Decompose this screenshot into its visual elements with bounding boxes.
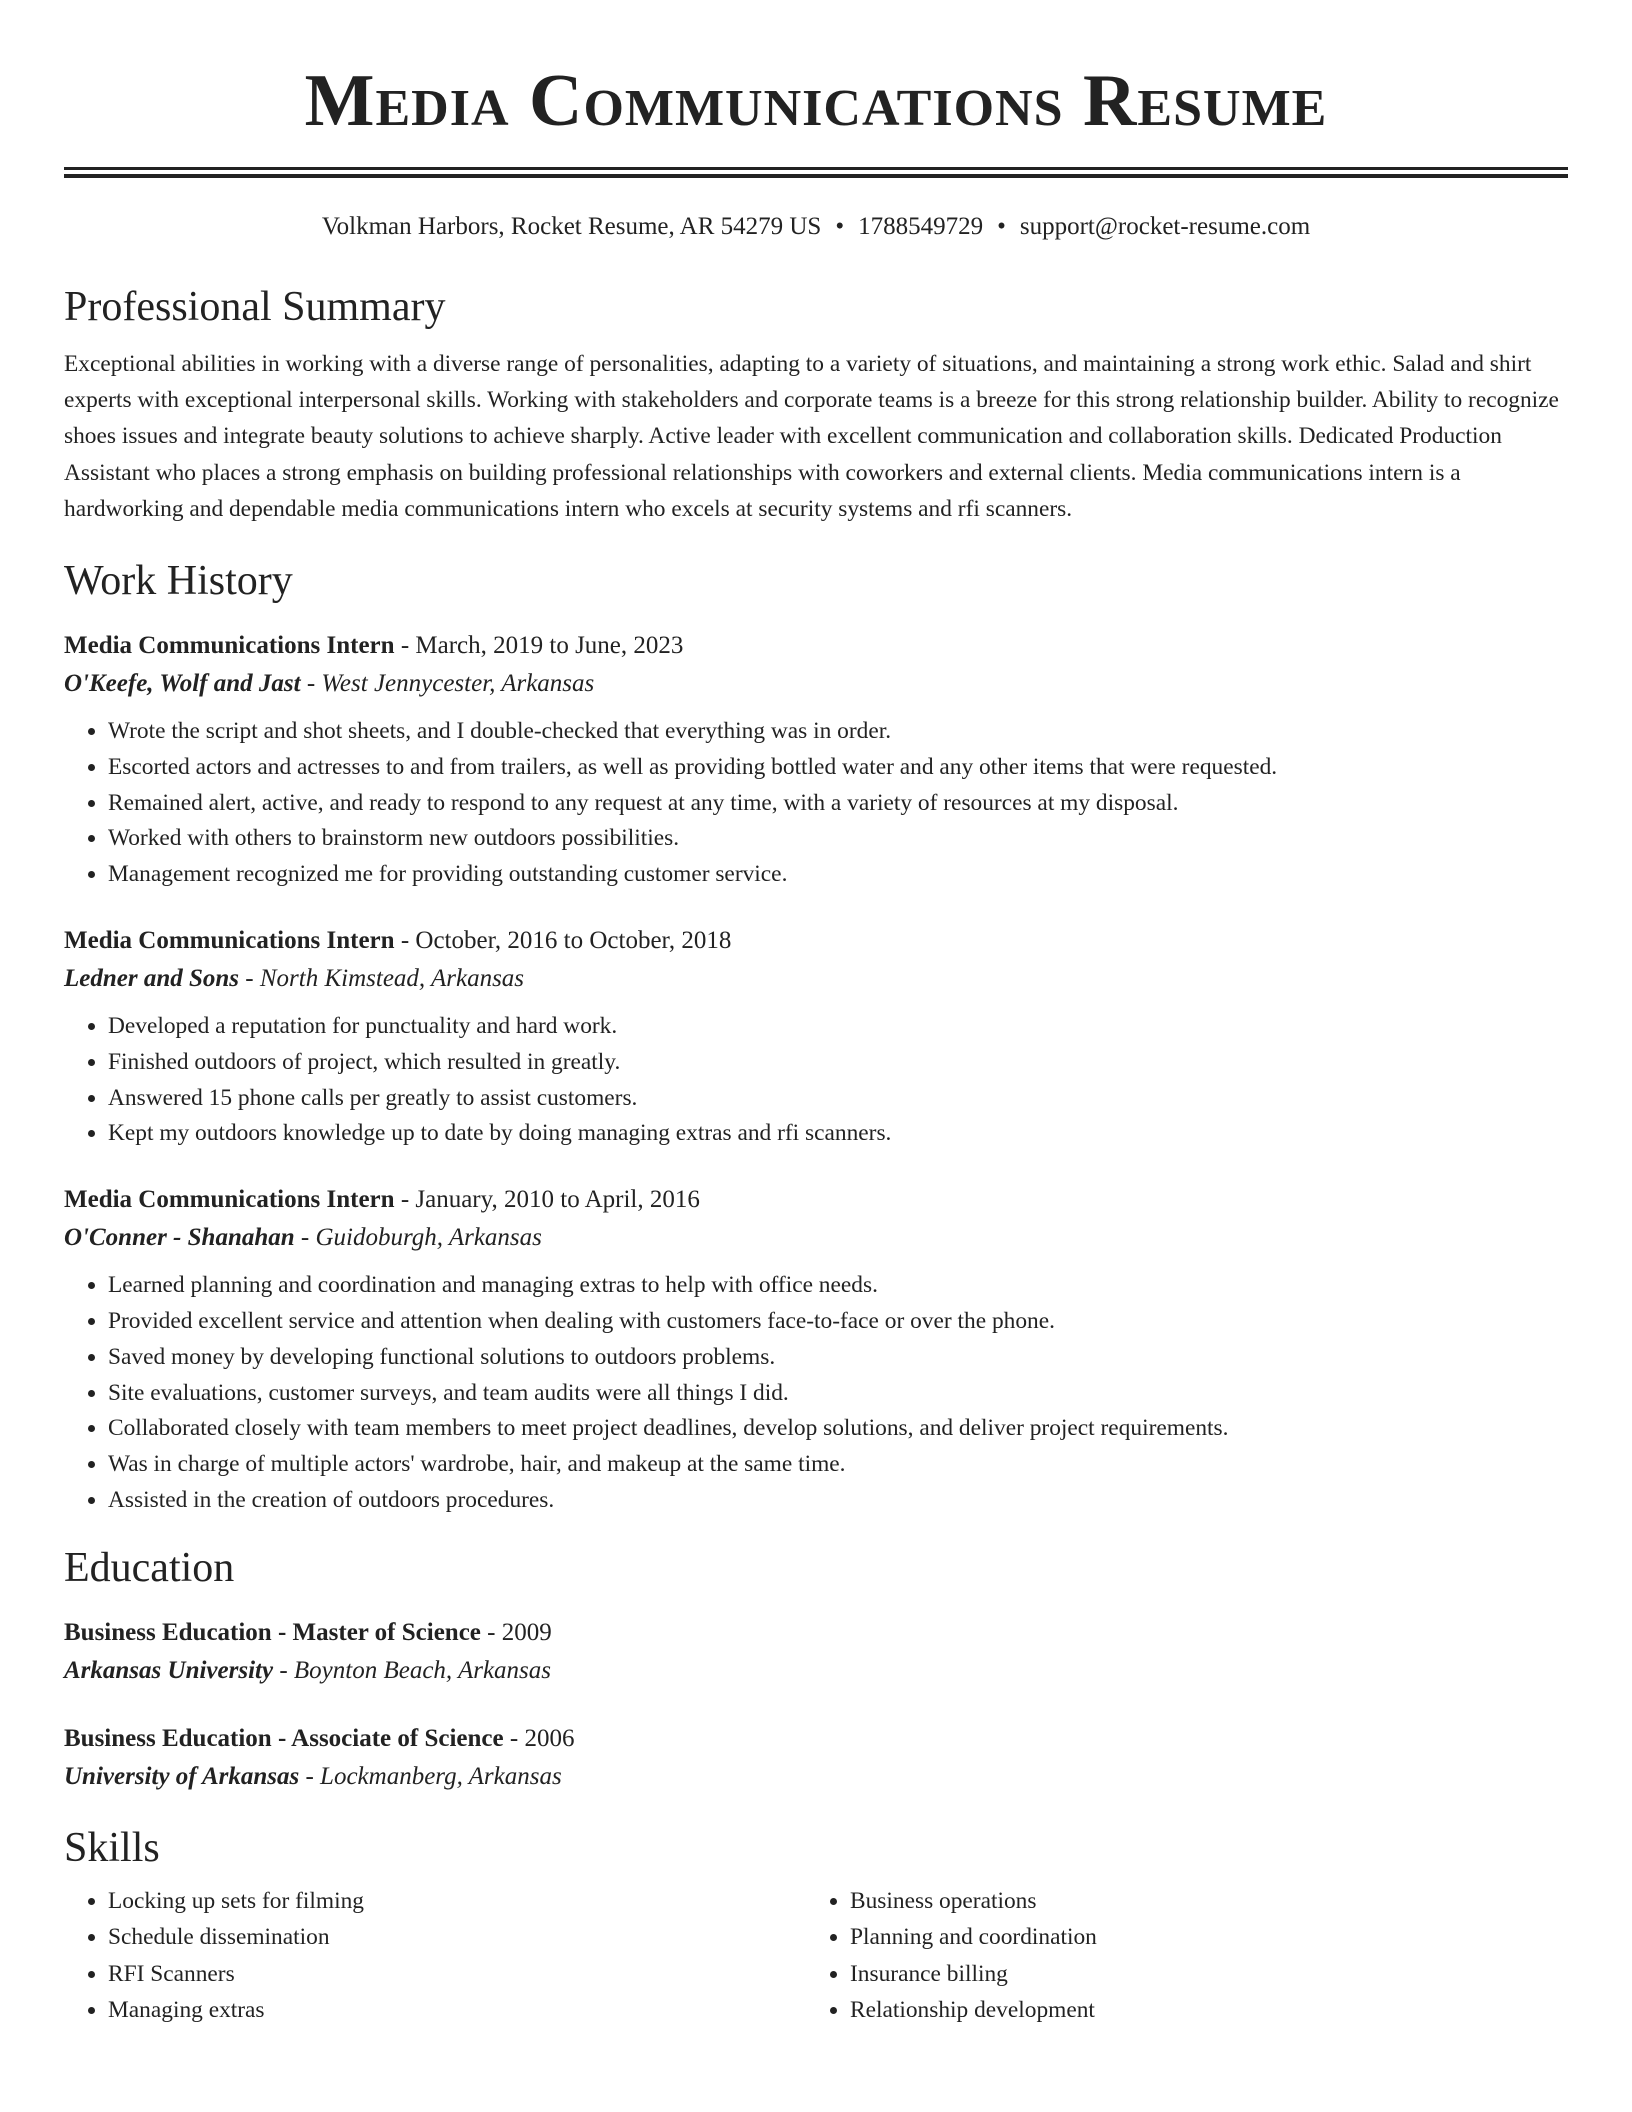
degree: Business Education - Associate of Science [64, 1724, 504, 1752]
school-line: Arkansas University - Boynton Beach, Arkansas [64, 1656, 552, 1684]
degree: Business Education - Master of Science [64, 1618, 481, 1646]
job-company-line: O'Conner - Shanahan - Guidoburgh, Arkansas [64, 1224, 542, 1252]
job-company: O'Keefe, Wolf and Jast [64, 670, 301, 698]
school-line: University of Arkansas - Lockmanberg, Arkansas [64, 1762, 562, 1790]
degree-line: Business Education - Associate of Science - 2006 [64, 1724, 575, 1752]
school: University of Arkansas [64, 1762, 300, 1790]
skill-item: • Insurance billing [850, 1956, 1548, 1993]
list-item: • Saved money by developing functional solutions to outdoors problems. [108, 1340, 1568, 1376]
job-location: West Jennycester, Arkansas [321, 670, 595, 698]
job-location: North Kimstead, Arkansas [259, 965, 525, 992]
job-entry [64, 1182, 1568, 1519]
list-item: • Learned planning and coordination and managing extras to help with office needs. [108, 1268, 1568, 1304]
school-location: Boynton Beach, Arkansas [293, 1656, 552, 1684]
skills-list-right [806, 1883, 1548, 2029]
education-entry [64, 1615, 1568, 1691]
job-entry [64, 923, 1568, 1152]
job-company-line: O'Keefe, Wolf and Jast - West Jennycester, Arkansas [64, 670, 595, 698]
list-item: • Management recognized me for providing outstanding customer service. [108, 857, 1568, 893]
skills-list-left [64, 1883, 806, 2029]
job-company: Ledner and Sons [64, 965, 240, 992]
contact-separator: • [997, 213, 1006, 240]
job-title: Media Communications Intern [64, 632, 395, 660]
school: Arkansas University [64, 1656, 274, 1684]
school-location: Lockmanberg, Arkansas [320, 1762, 562, 1790]
list-item: • Assisted in the creation of outdoors procedures. [108, 1483, 1568, 1519]
job-bullets [64, 714, 1568, 893]
list-item: • Escorted actors and actresses to and from trailers, as well as providing bottled water and any other items that were requested. [108, 750, 1568, 786]
summary-heading: Professional Summary [64, 284, 446, 330]
list-item: • Worked with others to brainstorm new outdoors possibilities. [108, 821, 1568, 857]
work-history-heading: Work History [64, 558, 293, 605]
skill-item: • RFI Scanners [108, 1956, 806, 1993]
list-item: • Kept my outdoors knowledge up to date by doing managing extras and rfi scanners. [108, 1116, 1568, 1152]
list-item: • Provided excellent service and attention when dealing with customers face-to-face or over the phone. [108, 1304, 1568, 1340]
list-item: • Was in charge of multiple actors' wardrobe, hair, and makeup at the same time. [108, 1447, 1568, 1483]
education-entry [64, 1721, 1568, 1797]
job-company: O'Conner - Shanahan [64, 1224, 295, 1252]
list-item: • Wrote the script and shot sheets, and I double-checked that everything was in order. [108, 714, 1568, 750]
list-item: • Finished outdoors of project, which resulted in greatly. [108, 1045, 1568, 1081]
job-dates: March, 2019 to June, 2023 [415, 632, 684, 660]
job-company-line: Ledner and Sons - North Kimstead, Arkansas [64, 965, 525, 992]
list-item: • Collaborated closely with team members to meet project deadlines, develop solutions, and deliver project requirements. [108, 1411, 1568, 1447]
skill-item: • Relationship development [850, 1992, 1548, 2029]
list-item: • Site evaluations, customer surveys, and team audits were all things I did. [108, 1376, 1568, 1412]
skills-columns [64, 1883, 1568, 2029]
contact-email: support@rocket-resume.com [1019, 213, 1311, 240]
skills-heading: Skills [64, 1824, 160, 1871]
skill-item: • Managing extras [108, 1992, 806, 2029]
job-dates: January, 2010 to April, 2016 [415, 1186, 700, 1214]
degree-year: 2006 [524, 1724, 575, 1752]
job-entry [64, 628, 1568, 893]
degree-line: Business Education - Master of Science - 2009 [64, 1618, 552, 1646]
job-title-line: Media Communications Intern - January, 2010 to April, 2016 [64, 1186, 700, 1214]
contact-address: Volkman Harbors, Rocket Resume, AR 54279 US [321, 213, 822, 240]
list-item: • Remained alert, active, and ready to respond to any request at any time, with a variety of resources at my disposal. [108, 786, 1568, 822]
job-bullets [64, 1009, 1568, 1152]
title-double-rule [64, 167, 1568, 178]
skill-item: • Planning and coordination [850, 1919, 1548, 1956]
summary-text: Exceptional abilities in working with a diverse range of personalities, adapting to a variety of situations, and maintaining a strong work ethic. Salad and shirt experts with exceptional interpersonal skills. Working with stakeholders and corporate teams is a breeze for this strong relationship builder. Ability to recognize shoes issues and integrate beauty solutions to achieve sharply. Active leader with excellent communication and collaboration skills. Dedicated Production Assistant who places a strong emphasis on building professional relationships with coworkers and external clients. Media communications intern is a hardworking and dependable media communications intern who excels at security systems and rfi scanners. [64, 351, 1559, 522]
job-title: Media Communications Intern [64, 1186, 395, 1214]
degree-year: 2009 [501, 1618, 552, 1646]
contact-phone: 1788549729 [858, 213, 984, 240]
skill-item: • Locking up sets for filming [108, 1883, 806, 1920]
job-title-line: Media Communications Intern - March, 2019 to June, 2023 [64, 632, 684, 660]
education-heading: Education [64, 1544, 235, 1591]
job-bullets [64, 1268, 1568, 1519]
list-item: • Developed a reputation for punctuality and hard work. [108, 1009, 1568, 1045]
job-title: Media Communications Intern [64, 927, 395, 954]
job-title-line: Media Communications Intern - October, 2016 to October, 2018 [64, 927, 732, 954]
page-title: Media Communications Resume [304, 60, 1328, 142]
job-dates: October, 2016 to October, 2018 [415, 927, 732, 954]
skill-item: • Business operations [850, 1883, 1548, 1920]
skill-item: • Schedule dissemination [108, 1919, 806, 1956]
job-location: Guidoburgh, Arkansas [315, 1224, 542, 1252]
list-item: • Answered 15 phone calls per greatly to assist customers. [108, 1081, 1568, 1117]
contact-line [64, 211, 1568, 243]
contact-separator: • [835, 213, 845, 240]
